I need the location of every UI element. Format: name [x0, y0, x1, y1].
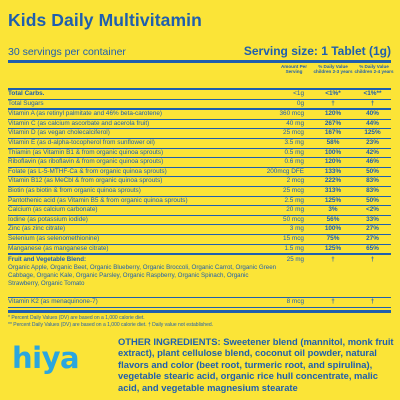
nutrient-amount: 2.5 mg	[284, 196, 304, 204]
nutrient-dv1: 313%	[324, 186, 342, 194]
nutrient-row	[8, 120, 391, 130]
nutrient-name: Selenium (as selenomethionine)	[8, 234, 100, 242]
nutrient-amount: 2 mcg	[286, 177, 304, 185]
vitamin-k-row	[8, 298, 391, 308]
nutrient-name: Folate (as L-5-MTHF-Ca & from organic quinoa sprouts)	[8, 167, 167, 175]
nutrient-amount: 25 mcg	[283, 129, 304, 137]
nutrient-dv1: 125%	[324, 196, 342, 204]
fruit-vegetable-blend-title: Fruit and Vegetable Blend:	[8, 256, 87, 264]
nutrient-dv2: †	[370, 298, 375, 306]
nutrient-amount: 0.6 mg	[284, 158, 304, 166]
nutrient-dv2: 125%	[364, 129, 381, 137]
nutrient-row	[8, 245, 391, 256]
nutrient-name: Zinc (as zinc citrate)	[8, 225, 66, 233]
nutrient-amount: 40 mg	[286, 119, 304, 127]
nutrient-row	[8, 90, 391, 100]
nutrient-dv1: 125%	[324, 244, 342, 252]
nutrient-dv1: 267%	[324, 119, 342, 127]
fruit-vegetable-blend-amount: 25 mg	[286, 256, 304, 264]
serving-size: Serving size: 1 Tablet (1g)	[243, 44, 391, 58]
servings-per-container: 30 servings per container	[8, 46, 126, 58]
nutrient-amount: 3.5 mg	[284, 138, 304, 146]
nutrient-amount: 0.5 mg	[284, 148, 304, 156]
column-header-dv-2-4: % Daily Value children 2-4 years	[354, 64, 394, 75]
nutrient-dv1: 222%	[324, 177, 342, 185]
nutrient-name: Vitamin A (as retinyl palmitate and 46% beta-carotene)	[8, 110, 163, 118]
nutrient-dv1: <1%*	[325, 90, 341, 97]
nutrient-dv2: 50%	[366, 196, 379, 204]
nutrient-dv2: †	[370, 99, 375, 107]
nutrient-dv1: 120%	[324, 158, 342, 166]
nutrient-dv2: 46%	[366, 158, 379, 166]
nutrient-dv2: 83%	[366, 186, 379, 194]
nutrient-name: Vitamin E (as d-alpha-tocopherol from sunflower oil)	[8, 138, 155, 146]
product-title: Kids Daily Multivitamin	[8, 10, 202, 30]
other-ingredients-label: OTHER INGREDIENTS:	[118, 336, 221, 347]
nutrient-row	[8, 110, 391, 120]
column-header-amount: Amount Per Serving	[280, 64, 308, 75]
nutrient-amount: 15 mcg	[283, 234, 304, 242]
nutrient-row	[8, 206, 391, 216]
nutrient-amount: 8 mcg	[286, 298, 304, 306]
nutrient-amount: 25 mcg	[283, 186, 304, 194]
nutrient-amount: 20 mg	[286, 206, 304, 214]
nutrient-amount: 50 mcg	[283, 215, 304, 223]
nutrient-name: Vitamin D (as vegan cholecalciferol)	[8, 129, 110, 137]
nutrient-row	[8, 158, 391, 168]
nutrient-name: Total Carbs.	[8, 90, 45, 97]
fruit-vegetable-blend-text: Organic Apple, Organic Beet, Organic Blueberry, Organic Broccoli, Organic Carrot, Organic Green Cabbage, Organic Kale, Organic Parsley, Organic Raspberry, Organic Spinach, Organic Strawberry, Organic Tomato	[8, 264, 277, 288]
nutrient-name: Biotin (as biotin & from organic quinoa sprouts)	[8, 186, 141, 194]
nutrient-row	[8, 225, 391, 235]
nutrient-name: Riboflavin (as riboflavin & from organic quinoa sprouts)	[8, 158, 164, 166]
nutrient-dv2: 50%	[366, 167, 379, 175]
nutrient-dv2: 27%	[366, 225, 379, 233]
nutrient-name: Vitamin K2 (as menaquinone-7)	[8, 298, 98, 306]
nutrient-name: Vitamin B12 (as MeCbl & from organic quinoa sprouts)	[8, 177, 163, 185]
nutrient-dv1: †	[331, 298, 335, 306]
nutrient-dv1: 58%	[326, 138, 340, 146]
nutrient-dv1: 3%	[328, 206, 338, 214]
fruit-vegetable-blend-row	[8, 255, 391, 298]
nutrient-dv1: †	[331, 99, 335, 107]
bottom-section	[0, 331, 400, 400]
nutrient-dv1: 133%	[324, 167, 342, 175]
nutrient-row	[8, 235, 391, 245]
nutrient-dv1: 56%	[326, 215, 340, 223]
nutrient-dv1: 100%	[324, 225, 342, 233]
column-header-dv-2-3: % Daily Value children 2-3 years	[313, 64, 353, 75]
nutrient-dv2: 33%	[366, 215, 379, 223]
nutrient-name: Calcium (as calcium carbonate)	[8, 206, 98, 214]
divider-thick	[8, 60, 391, 63]
nutrient-row	[8, 129, 391, 139]
nutrient-dv1: 75%	[326, 234, 340, 242]
nutrient-dv1: 100%	[324, 148, 342, 156]
fruit-vegetable-blend-dv1: †	[331, 256, 335, 264]
nutrient-dv2: 40%	[366, 110, 379, 118]
nutrient-dv2: 44%	[366, 119, 379, 127]
nutrient-row	[8, 216, 391, 226]
nutrient-dv1: 120%	[324, 110, 342, 118]
other-ingredients	[118, 336, 394, 393]
footnote-1: * Percent Daily Values (DV) are based on a 1,000 calorie diet.	[8, 315, 145, 321]
nutrient-amount: 1.5 mg	[284, 244, 304, 252]
nutrient-name: Vitamin C (as calcium ascorbate and acerola fruit)	[8, 119, 150, 127]
nutrient-amount: 3 mg	[289, 225, 304, 233]
nutrient-amount: 360 mcg	[279, 110, 304, 118]
nutrient-dv2: <1%**	[363, 90, 382, 97]
fruit-vegetable-blend-dv2: †	[370, 256, 375, 264]
nutrient-dv2: <2%	[366, 206, 379, 214]
nutrient-name: Pantothenic acid (as Vitamin B5 & from organic quinoa sprouts)	[8, 196, 188, 204]
nutrient-dv2: 83%	[366, 177, 379, 185]
nutrient-amount: <1g	[293, 90, 304, 97]
nutrient-name: Manganese (as manganese citrate)	[8, 244, 109, 252]
nutrient-row	[8, 177, 391, 187]
nutrient-name: Iodine (as potassium iodide)	[8, 215, 88, 223]
nutrient-name: Thiamin (as Vitamin B1 & from organic quinoa sprouts)	[8, 148, 164, 156]
divider-bottom	[8, 310, 391, 313]
nutrient-amount: 200mcg DFE	[266, 167, 304, 175]
nutrient-dv2: 27%	[366, 234, 379, 242]
nutrient-row	[8, 100, 391, 111]
nutrient-dv1: 167%	[324, 129, 342, 137]
brand-logo: hiya	[12, 341, 80, 375]
footnote-2: ** Percent Daily Values (DV) are based on a 1,000 calorie diet. † Daily value not established.	[8, 322, 214, 328]
nutrient-table	[8, 90, 391, 308]
nutrient-row	[8, 168, 391, 178]
nutrient-name: Total Sugars	[8, 99, 44, 107]
other-ingredients-text: Sweetener blend (mannitol, monk fruit extract), plant cellulose blend, coconut oil powder, natural flavors and color (beet root, turmeric root, and spirulina), vegetable stearic acid, organic rice hull concentrate, malic acid, and vegetable magnesium stearate	[118, 336, 394, 393]
nutrient-row	[8, 139, 391, 149]
nutrient-row	[8, 187, 391, 197]
nutrient-dv2: 23%	[366, 138, 379, 146]
nutrient-row	[8, 149, 391, 159]
nutrient-dv2: 65%	[366, 244, 379, 252]
nutrient-row	[8, 197, 391, 207]
nutrient-amount: 0g	[296, 99, 304, 107]
nutrient-dv2: 42%	[366, 148, 379, 156]
